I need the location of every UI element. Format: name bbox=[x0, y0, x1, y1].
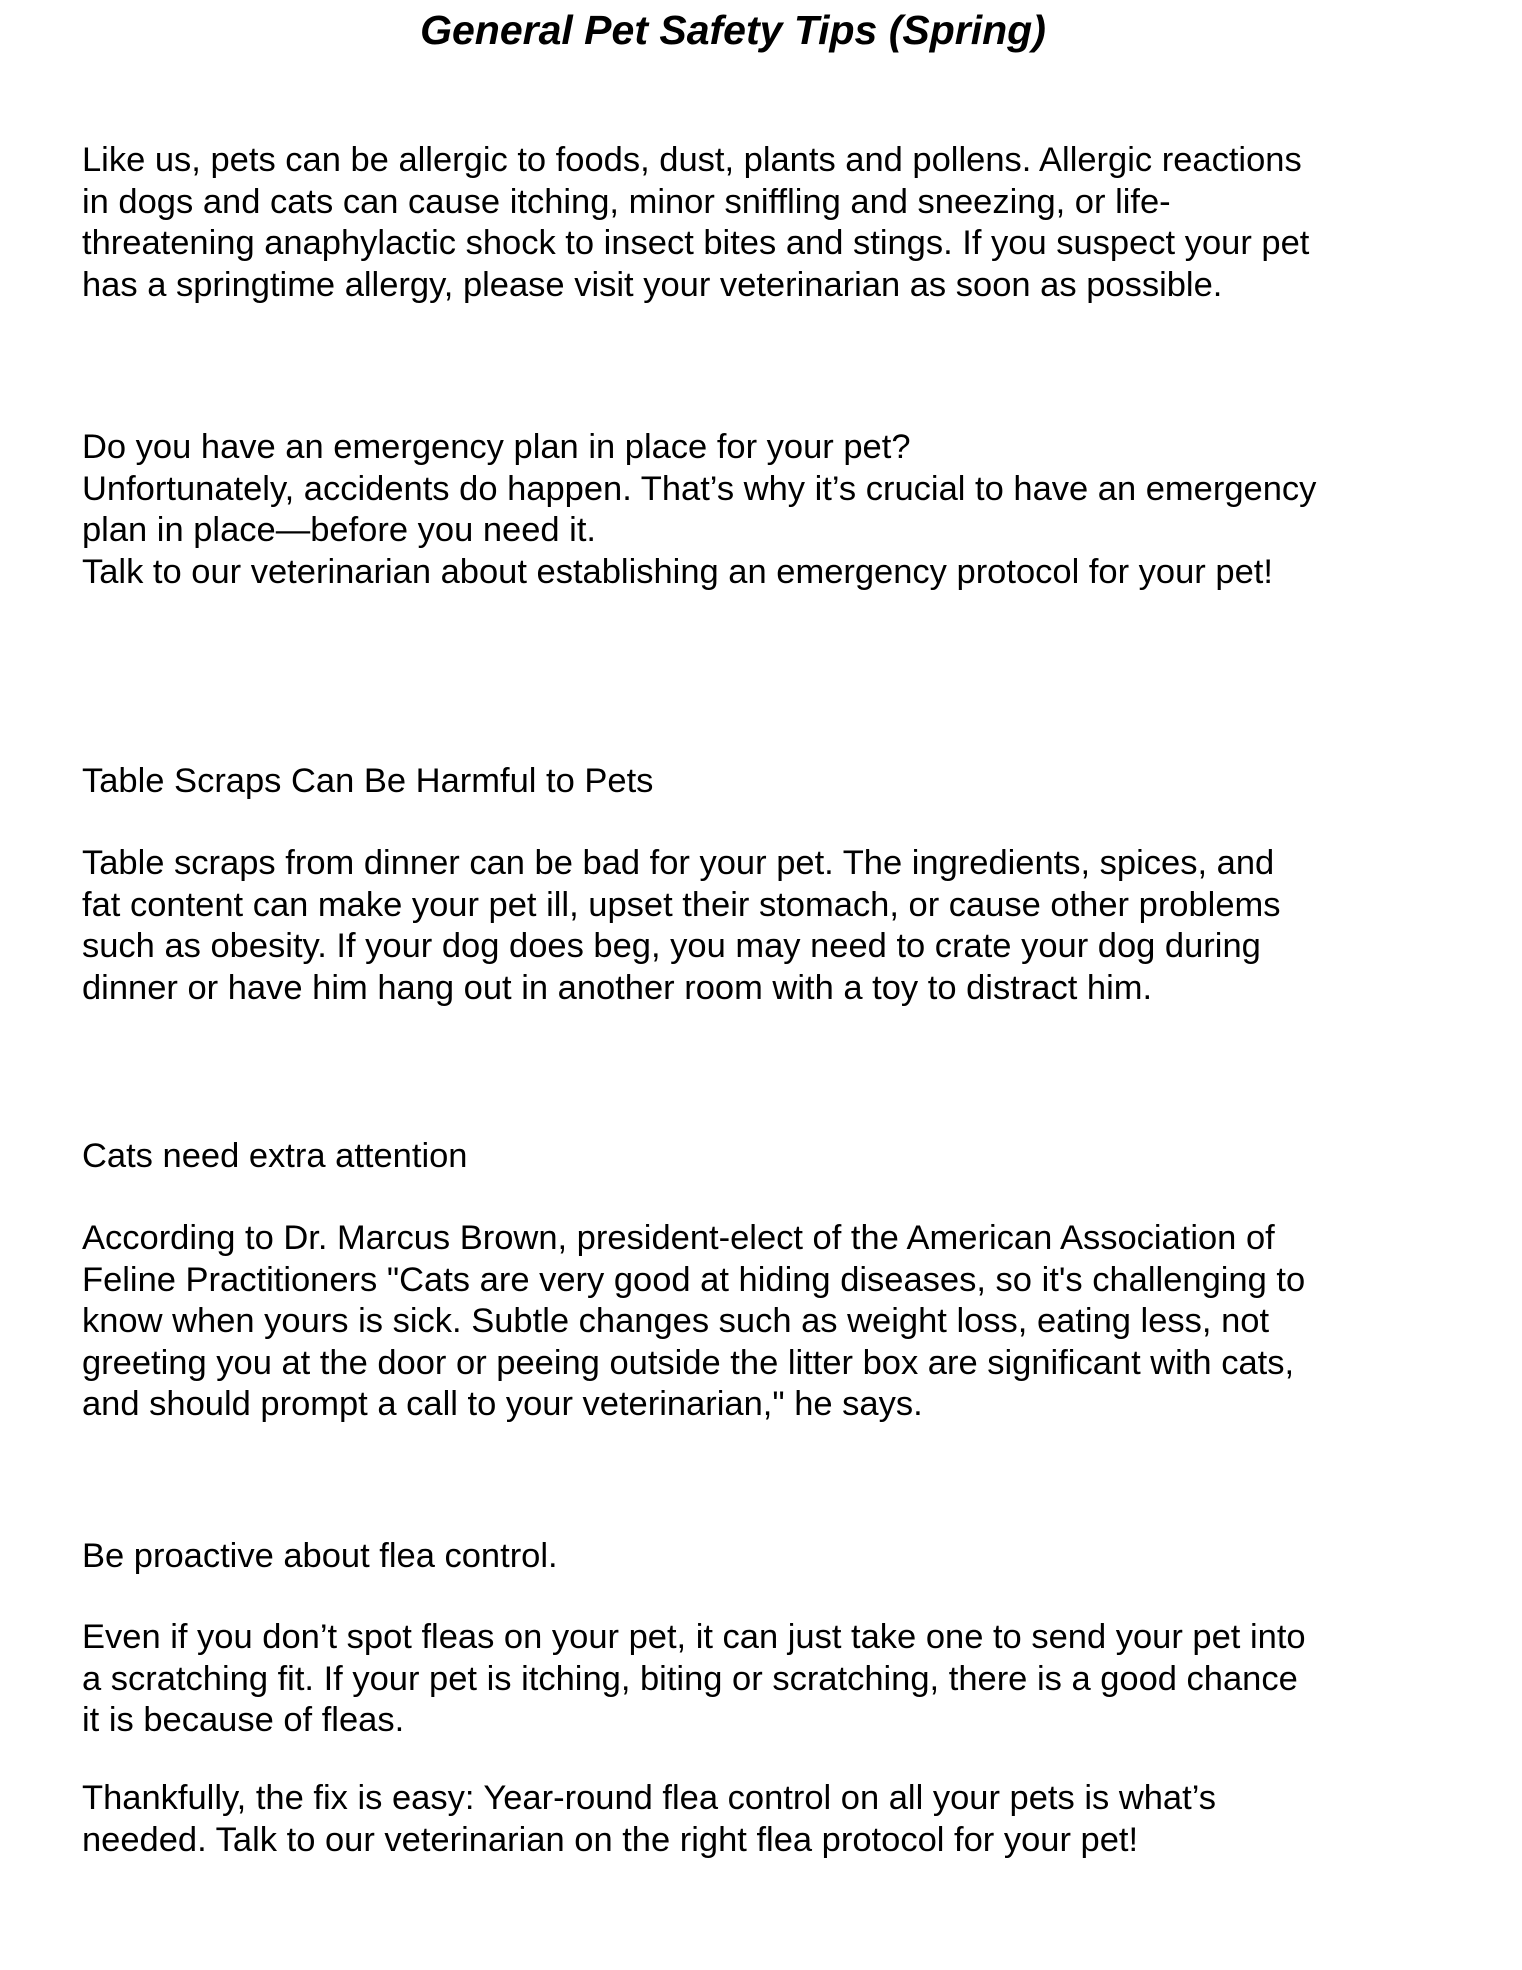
cats-paragraph bbox=[82, 1218, 1412, 1426]
paragraph-line: it is because of fleas. bbox=[82, 1701, 405, 1739]
emergency-paragraph bbox=[82, 427, 1412, 593]
section-heading: Cats need extra attention bbox=[82, 1137, 468, 1175]
paragraph-line: such as obesity. If your dog does beg, you may need to crate your dog during bbox=[82, 927, 1261, 965]
paragraph-line: fat content can make your pet ill, upset their stomach, or cause other problems bbox=[82, 885, 1281, 924]
paragraph-line: has a springtime allergy, please visit your veterinarian as soon as possible. bbox=[82, 265, 1223, 304]
paragraph-line: and should prompt a call to your veterinarian," he says. bbox=[82, 1385, 923, 1423]
table-scraps-heading bbox=[82, 761, 1412, 803]
section-heading: Table Scraps Can Be Harmful to Pets bbox=[82, 762, 654, 800]
paragraph-line: plan in place—before you need it. bbox=[82, 511, 597, 549]
paragraph-line: threatening anaphylactic shock to insect bites and stings. If you suspect your pet bbox=[82, 224, 1310, 262]
paragraph-line: Even if you don’t spot fleas on your pet, it can just take one to send your pet into bbox=[82, 1618, 1306, 1656]
flea-heading bbox=[82, 1536, 1412, 1578]
paragraph-line: Feline Practitioners "Cats are very good at hiding diseases, so it's challenging to bbox=[82, 1260, 1306, 1299]
flea-paragraph bbox=[82, 1617, 1412, 1742]
paragraph-line: Do you have an emergency plan in place for your pet? bbox=[82, 428, 911, 466]
document-title: General Pet Safety Tips (Spring) bbox=[420, 7, 1046, 53]
paragraph-line: a scratching fit. If your pet is itching, biting or scratching, there is a good chance bbox=[82, 1659, 1298, 1698]
paragraph-line: know when yours is sick. Subtle changes such as weight loss, eating less, not bbox=[82, 1302, 1270, 1340]
paragraph-line: in dogs and cats can cause itching, minor sniffling and sneezing, or life- bbox=[82, 182, 1171, 221]
paragraph-line: dinner or have him hang out in another room with a toy to distract him. bbox=[82, 968, 1153, 1007]
paragraph-line: Talk to our veterinarian about establishing an emergency protocol for your pet! bbox=[82, 552, 1273, 591]
paragraph-line: Table scraps from dinner can be bad for your pet. The ingredients, spices, and bbox=[82, 844, 1275, 882]
paragraph-line: Thankfully, the fix is easy: Year-round flea control on all your pets is what’s bbox=[82, 1779, 1216, 1817]
paragraph-line: Unfortunately, accidents do happen. That’s why it’s crucial to have an emergency bbox=[82, 469, 1317, 508]
table-scraps-paragraph bbox=[82, 843, 1412, 1009]
allergy-paragraph bbox=[82, 140, 1412, 306]
cats-heading bbox=[82, 1136, 1412, 1178]
paragraph-line: According to Dr. Marcus Brown, president-elect of the American Association of bbox=[82, 1219, 1275, 1257]
paragraph-line: greeting you at the door or peeing outside the litter box are significant with cats, bbox=[82, 1343, 1295, 1382]
section-heading: Be proactive about flea control. bbox=[82, 1537, 558, 1575]
paragraph-line: needed. Talk to our veterinarian on the right flea protocol for your pet! bbox=[82, 1820, 1139, 1859]
paragraph-line: Like us, pets can be allergic to foods, dust, plants and pollens. Allergic reactions bbox=[82, 141, 1302, 179]
flea-followup-paragraph bbox=[82, 1778, 1412, 1861]
